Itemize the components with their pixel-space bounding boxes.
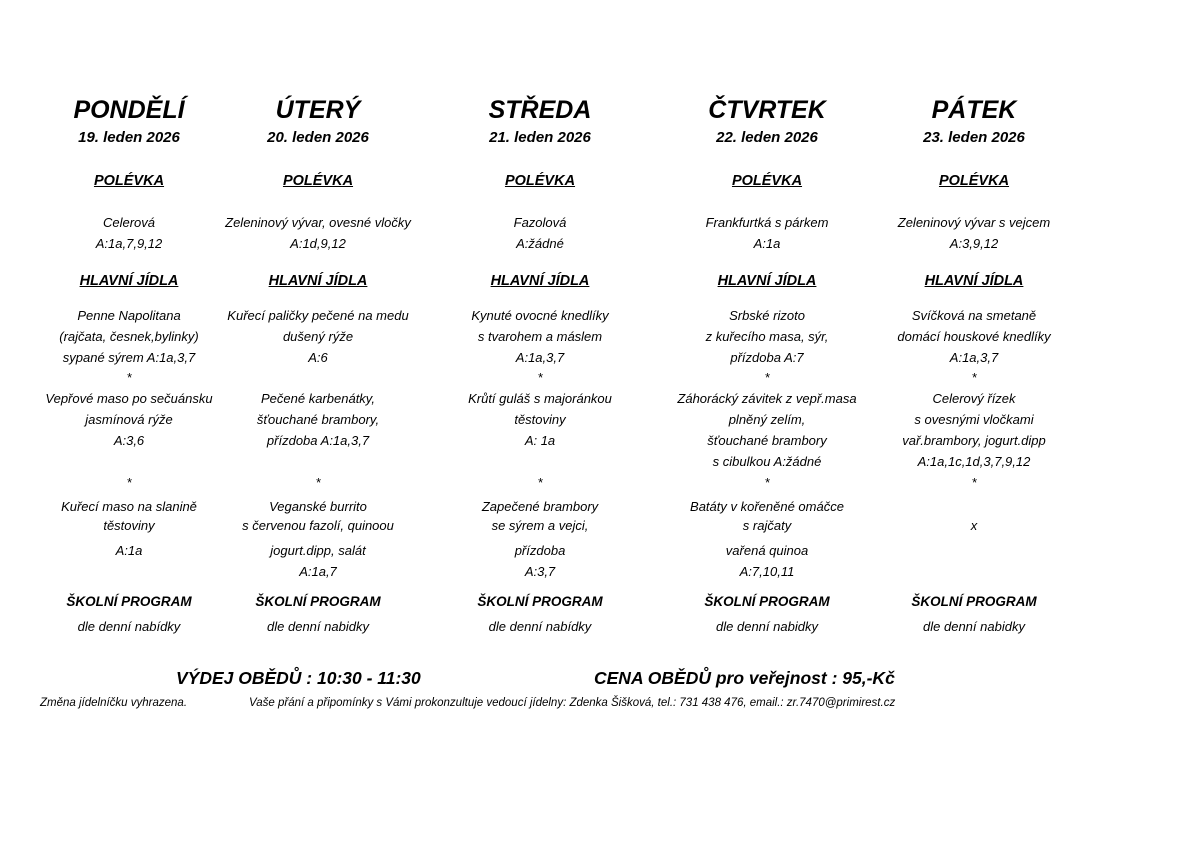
day-column	[425, 92, 655, 634]
dish-line: x	[970, 518, 978, 533]
soup-line: A:3,9,12	[949, 236, 999, 251]
dish-line: plněný zelím,	[728, 412, 806, 427]
soup-line: Fazolová	[513, 215, 567, 230]
dish-line: jogurt.dipp, salát	[270, 543, 366, 558]
dish-line: A:7,10,11	[739, 564, 795, 579]
main-dishes-heading: HLAVNÍ JÍDLA	[268, 273, 368, 289]
dish-separator: *	[971, 370, 977, 385]
dish-line: Kuřecí paličky pečené na medu	[227, 308, 409, 323]
day-column	[859, 92, 1089, 634]
dish-line: vařená quinoa	[725, 543, 809, 558]
main-dishes-heading: HLAVNÍ JÍDLA	[79, 273, 179, 289]
dish-line: A:1a,1c,1d,3,7,9,12	[917, 454, 1031, 469]
main-dishes-heading: HLAVNÍ JÍDLA	[490, 273, 590, 289]
dish-line: přízdoba A:7	[730, 350, 804, 365]
school-program-heading: ŠKOLNÍ PROGRAM	[66, 594, 192, 609]
dish-line: A:1a	[115, 543, 143, 558]
dish-separator: *	[315, 475, 321, 490]
soup-line: Zeleninový vývar s vejcem	[897, 215, 1051, 230]
soup-line: Celerová	[102, 215, 156, 230]
dish-line: s rajčaty	[742, 518, 792, 533]
dish-line: domácí houskové knedlíky	[897, 329, 1051, 344]
dish-separator: *	[971, 475, 977, 490]
soup-line: A:1a,7,9,12	[95, 236, 163, 251]
menu-change-note: Změna jídelníčku vyhrazena.	[40, 697, 188, 709]
dish-line: Vepřové maso po sečuánsku	[45, 391, 213, 406]
soup-heading: POLÉVKA	[93, 173, 165, 189]
dish-line: Kynuté ovocné knedlíky	[471, 308, 609, 323]
soup-heading: POLÉVKA	[282, 173, 354, 189]
dish-separator: *	[764, 370, 770, 385]
dish-line: sypané sýrem A:1a,3,7	[62, 350, 196, 365]
dish-line: šťouchané brambory,	[256, 412, 380, 427]
dish-line: A:1a,3,7	[515, 350, 565, 365]
day-name: PÁTEK	[931, 96, 1017, 124]
dish-line: A:1a,7	[299, 564, 337, 579]
dish-line: šťouchané brambory	[707, 433, 827, 448]
dish-line: s cibulkou A:žádné	[712, 454, 822, 469]
soup-heading: POLÉVKA	[504, 173, 576, 189]
dish-line: jasmínová rýže	[85, 412, 173, 427]
dish-line: A:3,7	[524, 564, 556, 579]
day-date: 20. leden 2026	[267, 129, 369, 146]
dish-line: s tvarohem a máslem	[477, 329, 603, 344]
school-program-line: dle denní nabídky	[77, 619, 181, 634]
lunch-price: CENA OBĚDŮ pro veřejnost : 95,-Kč	[594, 668, 895, 688]
day-name: ÚTERÝ	[275, 96, 361, 124]
soup-line: A:1d,9,12	[290, 236, 346, 251]
dish-line: Záhorácký závitek z vepř.masa	[677, 391, 857, 406]
dish-line: A:1a,3,7	[949, 350, 999, 365]
dish-line: Penne Napolitana	[77, 308, 181, 323]
dish-line: Batáty v kořeněné omáčce	[690, 499, 844, 514]
dish-line: Zapečené brambory	[481, 499, 599, 514]
dish-line: (rajčata, česnek,bylinky)	[59, 329, 199, 344]
day-name: ČTVRTEK	[708, 96, 826, 124]
dish-line: dušený rýže	[282, 329, 354, 344]
day-column	[203, 92, 433, 634]
soup-heading: POLÉVKA	[938, 173, 1010, 189]
dish-line: Celerový řízek	[932, 391, 1016, 406]
dish-separator: *	[126, 370, 132, 385]
main-dishes-heading: HLAVNÍ JÍDLA	[924, 273, 1024, 289]
day-date: 21. leden 2026	[489, 129, 591, 146]
serving-time: VÝDEJ OBĚDŮ : 10:30 - 11:30	[176, 668, 421, 688]
dish-line: Veganské burrito	[269, 499, 367, 514]
dish-line: A:6	[308, 350, 328, 365]
dish-line: Pečené karbenátky,	[261, 391, 375, 406]
soup-line: Zeleninový vývar, ovesné vločky	[225, 215, 411, 230]
contact-note: Vaše přání a připomínky s Vámi prokonzultuje vedoucí jídelny: Zdenka Šišková, tel.: 731 438 476, email.: zr.7470@primirest.cz	[249, 697, 896, 709]
dish-separator: *	[764, 475, 770, 490]
dish-line: Svíčková na smetaně	[911, 308, 1037, 323]
dish-line: Kuřecí maso na slanině	[61, 499, 197, 514]
day-name: STŘEDA	[488, 96, 592, 124]
day-name: PONDĚLÍ	[73, 96, 185, 124]
dish-line: A: 1a	[524, 433, 556, 448]
dish-line: s červenou fazolí, quinoou	[242, 518, 394, 533]
dish-separator: *	[537, 370, 543, 385]
day-date: 22. leden 2026	[716, 129, 818, 146]
dish-line: přízdoba	[514, 543, 566, 558]
dish-line: přízdoba A:1a,3,7	[266, 433, 370, 448]
day-date: 23. leden 2026	[923, 129, 1025, 146]
dish-line: z kuřecího masa, sýr,	[705, 329, 829, 344]
dish-line: A:3,6	[113, 433, 145, 448]
dish-line: s ovesnými vločkami	[914, 412, 1034, 427]
dish-line: se sýrem a vejci,	[491, 518, 589, 533]
school-program-heading: ŠKOLNÍ PROGRAM	[255, 594, 381, 609]
school-program-line: dle denní nabidky	[267, 619, 369, 634]
dish-line: těstoviny	[103, 518, 155, 533]
dish-separator: *	[537, 475, 543, 490]
soup-line: A:1a	[753, 236, 781, 251]
dish-line: vař.brambory, jogurt.dipp	[902, 433, 1046, 448]
dish-line: těstoviny	[514, 412, 566, 427]
school-program-line: dle denní nabídky	[488, 619, 592, 634]
soup-line: A:žádné	[516, 236, 564, 251]
soup-heading: POLÉVKA	[731, 173, 803, 189]
dish-line: Krůtí guláš s majoránkou	[468, 391, 612, 406]
school-program-line: dle denní nabidky	[923, 619, 1025, 634]
main-dishes-heading: HLAVNÍ JÍDLA	[717, 273, 817, 289]
school-program-line: dle denní nabidky	[716, 619, 818, 634]
dish-separator: *	[126, 475, 132, 490]
day-column	[652, 92, 882, 634]
school-program-heading: ŠKOLNÍ PROGRAM	[911, 594, 1037, 609]
soup-line: Frankfurtká s párkem	[705, 215, 829, 230]
day-date: 19. leden 2026	[78, 129, 180, 146]
school-program-heading: ŠKOLNÍ PROGRAM	[477, 594, 603, 609]
school-program-heading: ŠKOLNÍ PROGRAM	[704, 594, 830, 609]
dish-line: Srbské rizoto	[729, 308, 805, 323]
